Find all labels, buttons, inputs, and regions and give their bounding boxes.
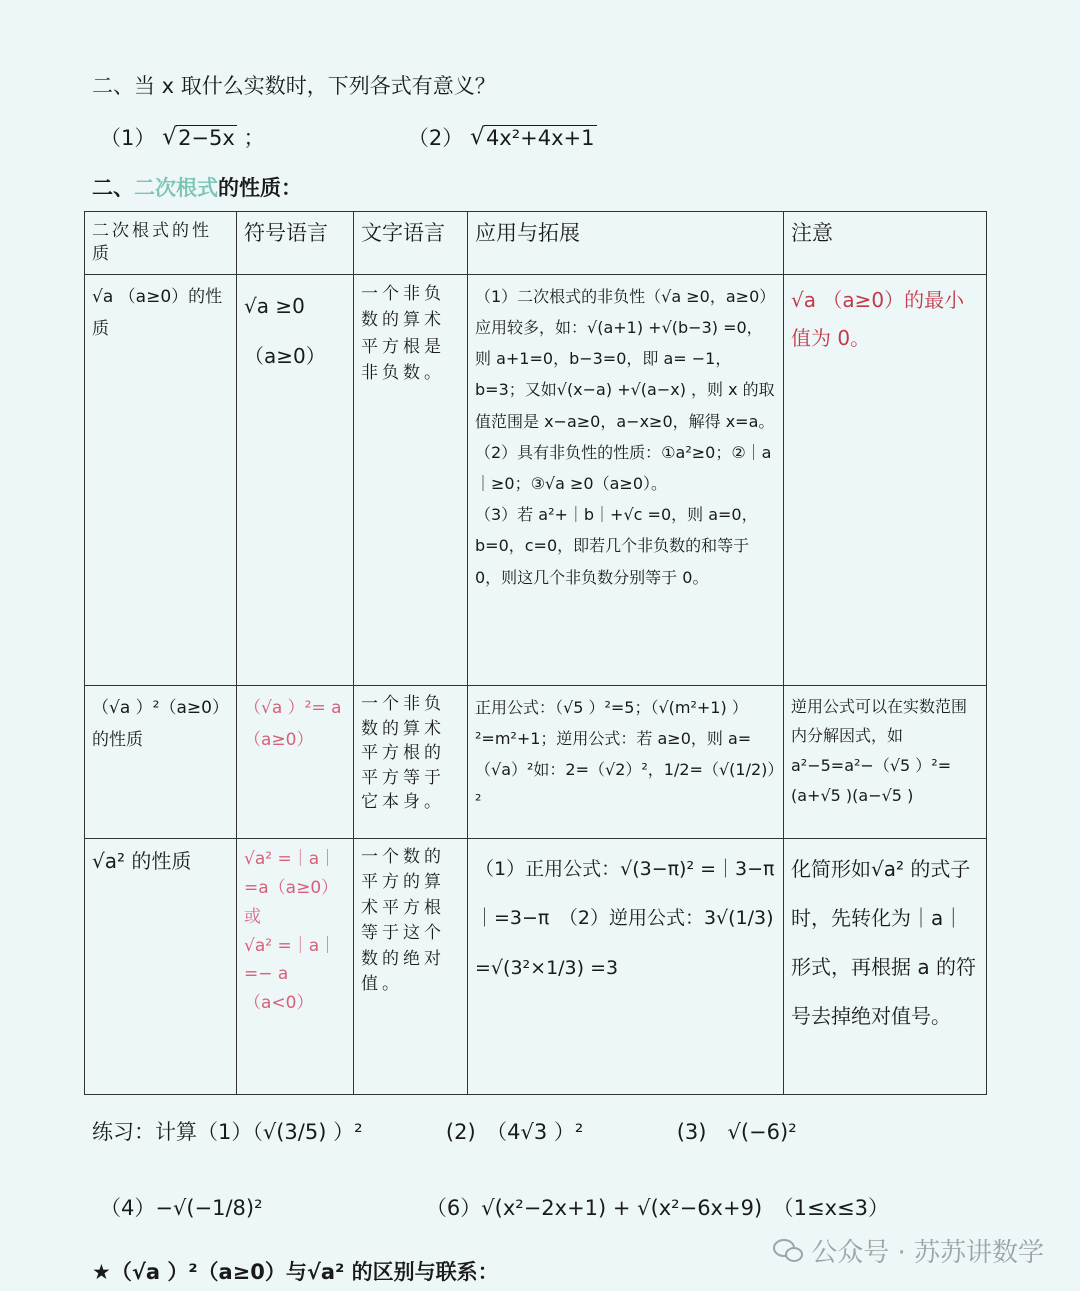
practice-item4: （4）−√(−1/8)²: [100, 1196, 263, 1220]
item1-tail: ；: [243, 126, 265, 150]
properties-accent: 二次根式: [134, 176, 218, 200]
row1-text: 一个非负数的算术平方根是非负数。: [361, 283, 445, 383]
practice-line-2: [100, 1192, 889, 1222]
item1-radical: [162, 126, 237, 150]
wechat-icon: [773, 1239, 803, 1263]
star-line-text: ★（√a ）²（a≥0）与√a² 的区别与联系：: [92, 1260, 499, 1284]
header-symbol: 符号语言: [237, 212, 354, 275]
practice-line-1: [92, 1116, 797, 1146]
practice-item1: 练习：计算（1）（√(3/5) ）²: [92, 1120, 363, 1144]
star-line: [92, 1256, 499, 1286]
row1-note: √a （a≥0）的最小值为 0。: [791, 287, 965, 350]
question-title-text: 二、当 x 取什么实数时，下列各式有意义？: [92, 74, 496, 98]
row3-note: 化简形如√a² 的式子时，先转化为｜a｜形式，再根据 a 的符号去掉绝对值号。: [791, 856, 976, 1028]
row1-property: √a （a≥0）的性质: [92, 286, 223, 340]
row3-text: 一个数的平方的算术平方根等于这个数的绝对值。: [361, 846, 445, 995]
row3-application: （1）正用公式：√(3−π)² =｜3−π｜=3−π （2）逆用公式：3√(1/3) =√(3²×1/3) =3: [475, 857, 775, 979]
properties-heading: [92, 172, 302, 202]
table-header-row: [85, 212, 987, 275]
watermark: [773, 1232, 1044, 1269]
watermark-text: 公众号 · 苏苏讲数学: [811, 1238, 1044, 1268]
row2-note: 逆用公式可以在实数范围内分解因式，如 a²−5=a²−（√5 ）²=(a+√5 )(a−√5 ): [791, 696, 968, 805]
table-row: [85, 274, 987, 685]
practice-item6: （6）√(x²−2x+1) + √(x²−6x+9) （1≤x≤3）: [425, 1196, 889, 1220]
header-property: 二次根式的性质: [85, 212, 237, 275]
item2-radical: [470, 126, 597, 150]
item1-label: （1）: [100, 126, 156, 150]
row2-application: 正用公式：（√5 ）²=5；（√(m²+1) ）²=m²+1；逆用公式：若 a≥0，则 a=（√a）²如：2=（√2）²，1/2=（√(1/2)）²: [475, 697, 776, 811]
header-text: 文字语言: [354, 212, 468, 275]
properties-suffix: 的性质：: [218, 176, 302, 200]
row2-text: 一个非负数的算术平方根的平方等于它本身。: [361, 693, 445, 813]
properties-table: [84, 211, 987, 1095]
question-title: [92, 70, 496, 100]
header-note: 注意: [784, 212, 987, 275]
row1-application: （1）二次根式的非负性（√a ≥0，a≥0）应用较多，如：√(a+1) +√(b−3) =0，则 a+1=0，b−3=0，即 a= −1，b=3；又如√(x−a) +√(a−x) ，则 x 的取值范围是 x−a≥0，a−x≥0，解得 x=a。 （2）具有非负性的性质：①a²≥0；②｜a｜≥0；③√a ≥0（a≥0）。 （3）若 a²+｜b｜+√c =0，则 a=0，b=0，c=0，即若几个非负数的和等于 0，则这几个非负数分别等于 0。: [475, 286, 776, 587]
practice-item2: (2) （4√3 ）²: [445, 1120, 584, 1144]
question-items: [100, 122, 597, 152]
table-row: [85, 838, 987, 1094]
item1-expr: 2−5x: [178, 126, 235, 150]
row1-symbol: √a ≥0 （a≥0）: [244, 293, 326, 368]
row3-symbol: √a² =｜a｜=a（a≥0）或 √a² =｜a｜=− a（a<0）: [244, 848, 339, 1014]
row2-property: （√a ）²（a≥0）的性质: [92, 697, 229, 751]
item2-expr: 4x²+4x+1: [485, 126, 595, 150]
header-application: 应用与拓展: [468, 212, 784, 275]
table-row: [85, 685, 987, 838]
item2-label: （2）: [407, 126, 464, 150]
row3-property: √a² 的性质: [92, 848, 192, 873]
properties-prefix: 二、: [92, 176, 134, 200]
row2-symbol: （√a ）²= a （a≥0）: [244, 697, 342, 751]
practice-item3: (3) √(−6)²: [676, 1120, 797, 1144]
